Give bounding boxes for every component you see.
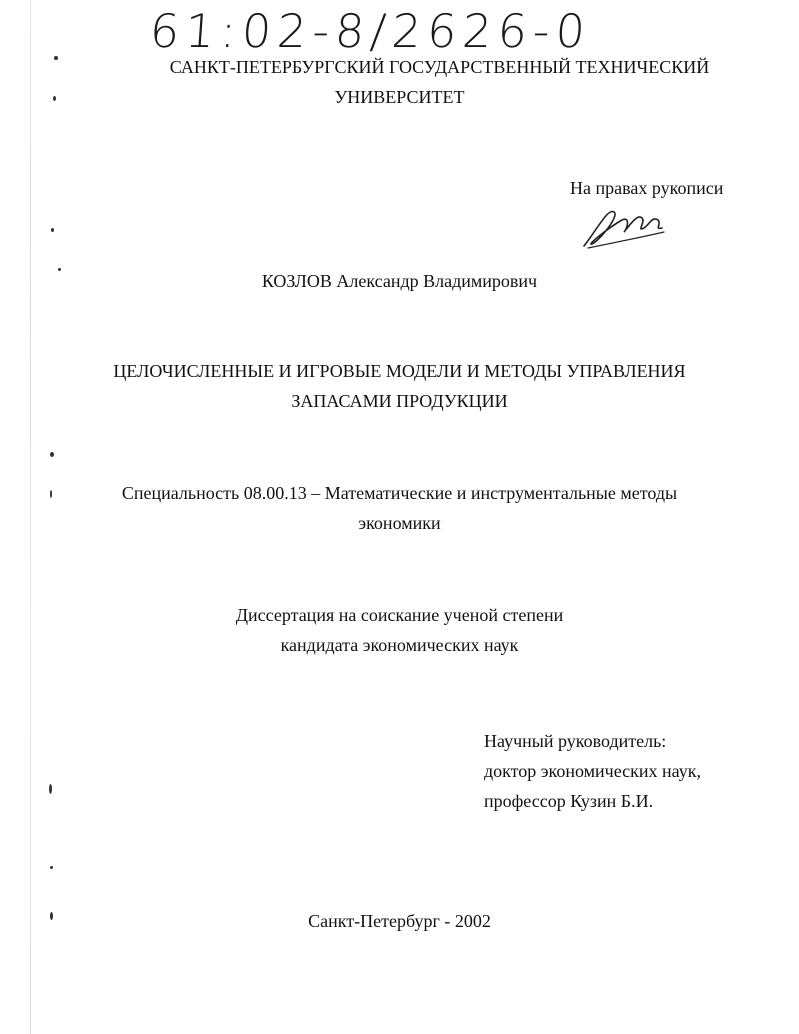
scan-speck (49, 784, 52, 794)
supervisor-block (484, 726, 701, 816)
manuscript-rights: На правах рукописи (570, 178, 724, 198)
scan-speck (50, 866, 53, 869)
dissertation-line-1: Диссертация на соискание ученой степени (235, 605, 564, 625)
archive-number-text: 61:02-8/2626-0 (148, 4, 593, 58)
dissertation-line-2: кандидата экономических наук (280, 635, 519, 655)
signature-icon (578, 198, 668, 254)
place-year: Санкт-Петербург - 2002 (308, 911, 491, 931)
title-line-2: ЗАПАСАМИ ПРОДУКЦИИ (291, 391, 508, 411)
scan-speck (50, 452, 54, 457)
author-name: КОЗЛОВ Александр Владимирович (261, 271, 538, 291)
supervisor-label: Научный руководитель: (484, 731, 667, 751)
supervisor-name: профессор Кузин Б.И. (484, 791, 654, 811)
university-line-2: УНИВЕРСИТЕТ (334, 87, 465, 107)
scan-speck (51, 228, 54, 232)
specialty-line-1: Специальность 08.00.13 – Математические и инструментальные методы (121, 483, 678, 503)
supervisor-degree: доктор экономических наук, (484, 761, 701, 781)
specialty-line-2: экономики (358, 513, 441, 533)
handwritten-archive-number (140, 4, 630, 64)
university-line-1: САНКТ-ПЕТЕРБУРГСКИЙ ГОСУДАРСТВЕННЫЙ ТЕХНИЧЕСКИЙ (169, 57, 710, 77)
title-line-1: ЦЕЛОЧИСЛЕННЫЕ И ИГРОВЫЕ МОДЕЛИ И МЕТОДЫ УПРАВЛЕНИЯ (113, 361, 686, 381)
